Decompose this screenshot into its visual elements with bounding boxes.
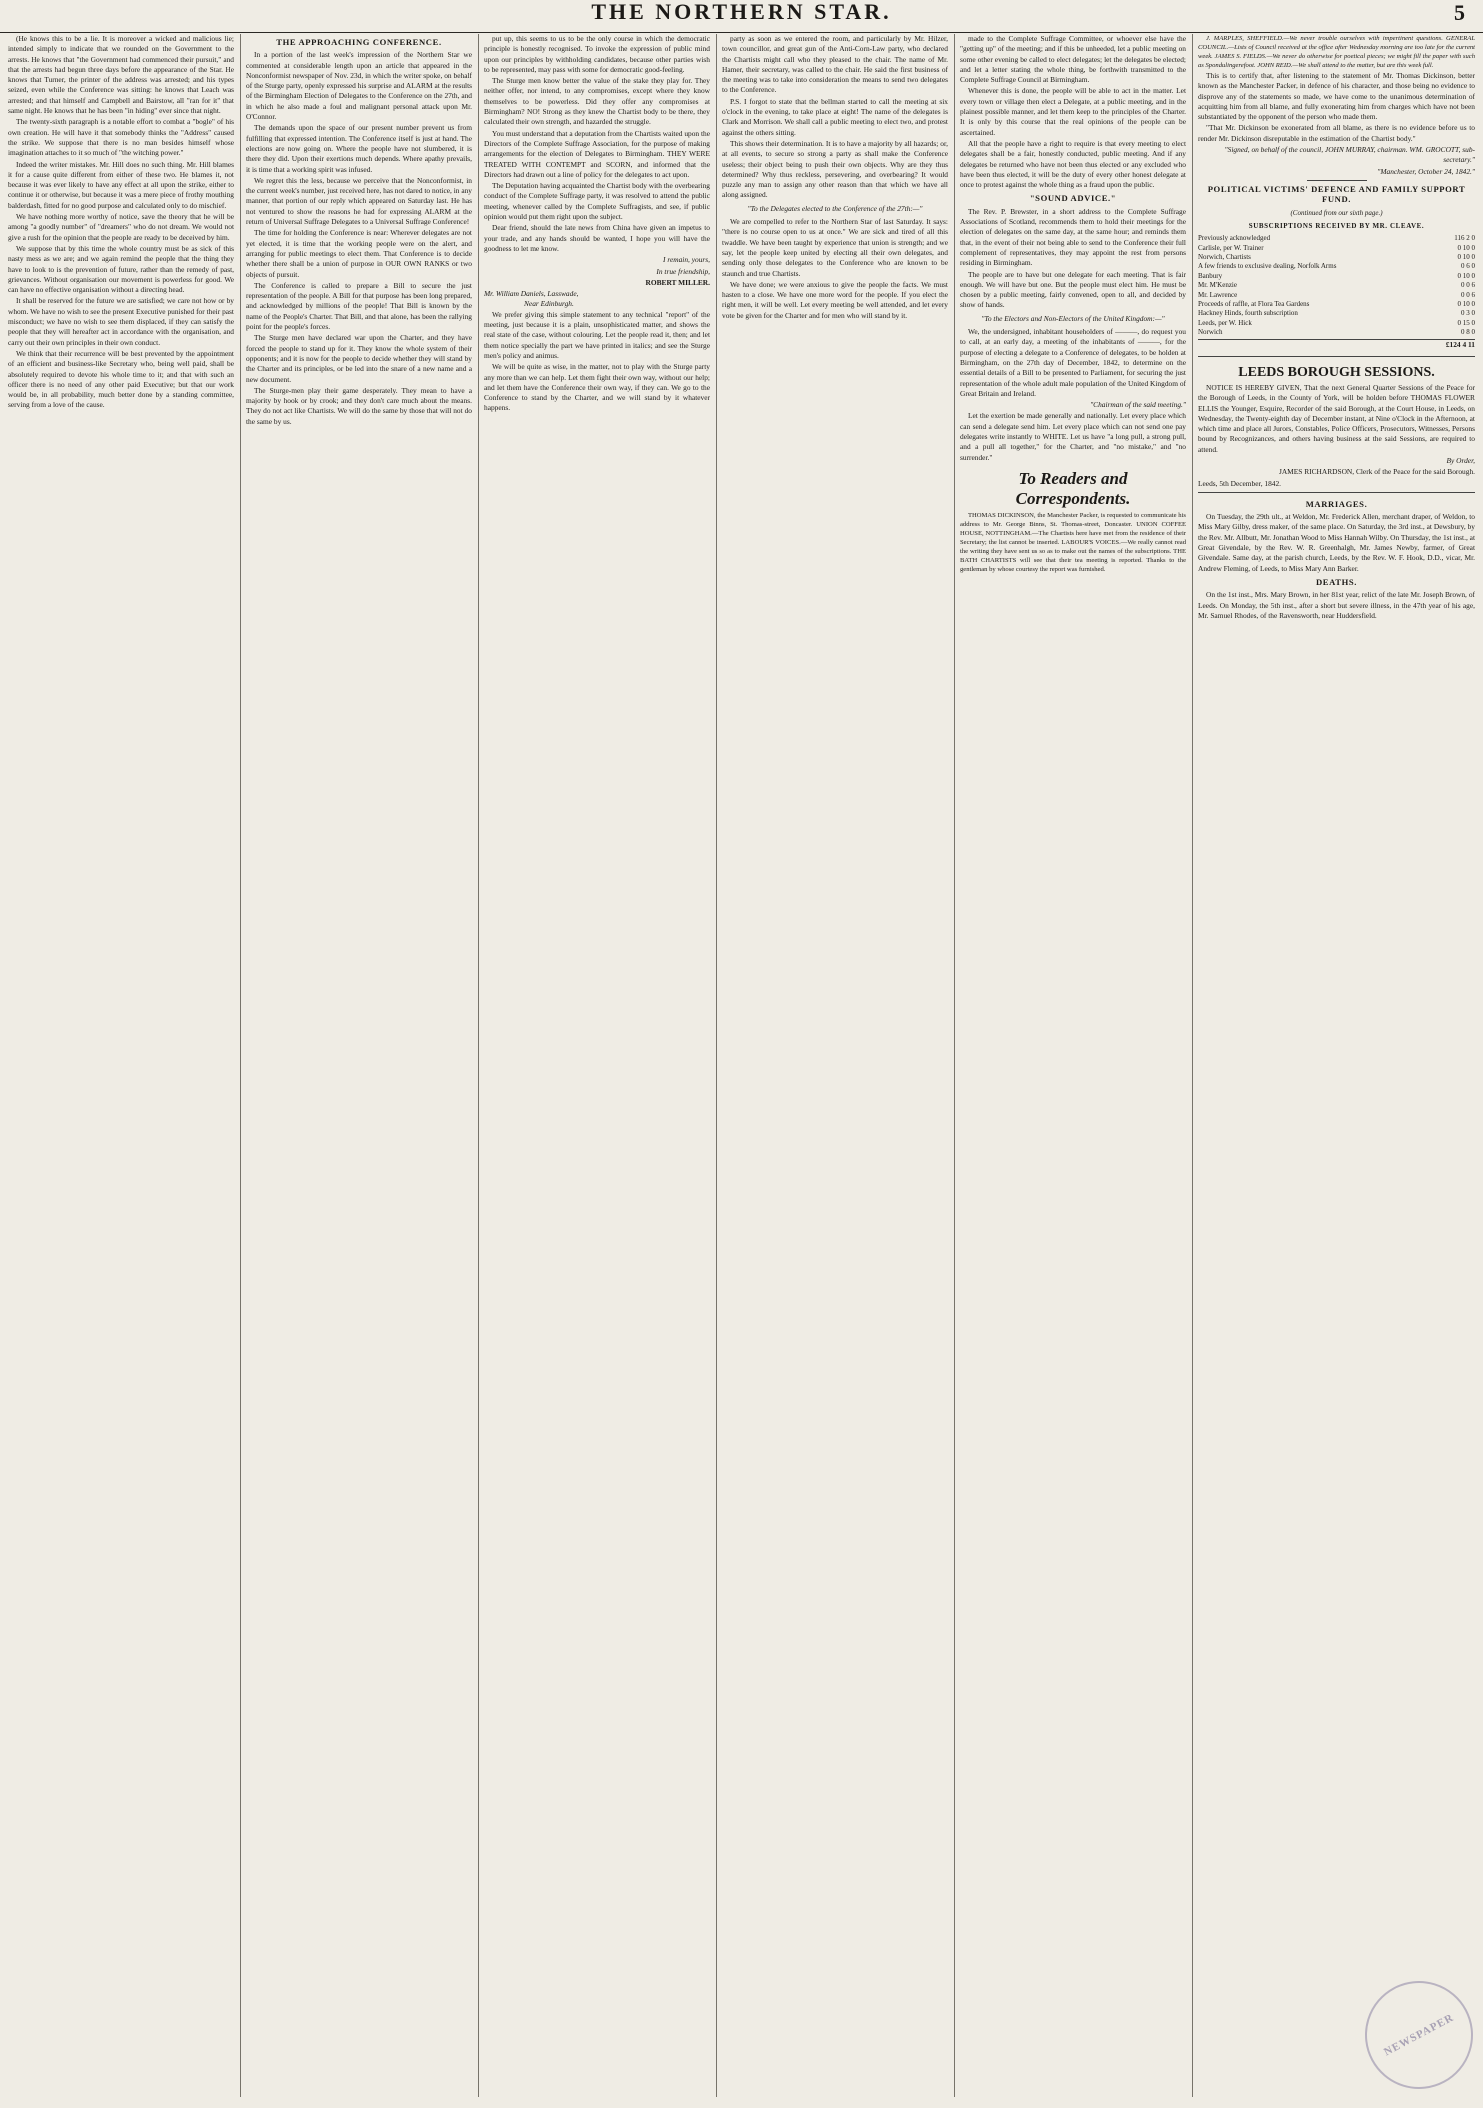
fund-subheading: (Continued from our sixth page.) <box>1290 208 1383 217</box>
subscription-amount: 0 3 0 <box>1461 309 1475 318</box>
subscription-name: Norwich, Chartists <box>1198 252 1251 261</box>
article-paragraph: The Sturge-men play their game desperately. They mean to have a majority by hook or by crook; and they don't care much about the means. They do not act like Chartists. We will do the same by those that will not do the same by us. <box>246 385 472 426</box>
leeds-date: Leeds, 5th December, 1842. <box>1198 478 1282 488</box>
newspaper-stamp: NEWSPAPER <box>1346 1962 1483 2108</box>
article-paragraph: put up, this seems to us to be the only course in which the democratic principle is honestly recognised. To invoke the expression of public mind upon our principles by withholding candidates, because other parties wish to be represented, may pass with some for democratic good-feeling. <box>484 34 710 74</box>
article-heading: THE APPROACHING CONFERENCE. <box>276 37 442 47</box>
marriages-heading: MARRIAGES. <box>1305 498 1368 509</box>
subscription-name: Proceeds of raffle, at Flora Tea Gardens <box>1198 300 1310 308</box>
column-1 <box>8 34 234 2099</box>
article-paragraph: The Conference is called to prepare a Bill to secure the just representation of the people. A Bill for that purpose has been long prepared, and acknowledged by millions of the people! That Bill is known by the name of the People's Charter. That Bill, and that alone, has been the rallying point for the people's forces. <box>246 280 472 332</box>
subscription-name: Previously acknowledged <box>1198 234 1271 243</box>
subscriptions-table <box>1198 234 1475 337</box>
article-paragraph: Let the exertion be made generally and nationally. Let every place which can send a delegate send him. Let every place which can not send one pay delegates write instantly to WHITE. Let us have "a long pull, a strong pull, and a pull all together," for the Charter, and "no mistake," and "no surrender." <box>960 411 1186 462</box>
correspondents-body: THOMAS DICKINSON, the Manchester Packer, is requested to communicate his address to Mr. George Binns, St. Thomas-street, Doncaster. UNION COFFEE HOUSE, NOTTINGHAM.—The Chartists here have met from the residence of their Secretary; the list cannot be inserted. LABOUR'S VOICES.—We really cannot read the writing they have sent us so as to make out the names of the subscriptions. THE BATH CHARTISTS will see that their tea meeting is reported. Thanks to the gentleman by whose courtesy the report was furnished. <box>960 511 1186 573</box>
letter-address: Mr. William Daniels, Lasswade, <box>484 289 579 299</box>
subscription-row <box>1198 281 1475 290</box>
column-4 <box>722 34 948 2099</box>
letter-address: Near Edinburgh. <box>524 299 574 309</box>
separator <box>1307 180 1367 181</box>
page-number: 5 <box>1454 0 1465 25</box>
article-paragraph: You must understand that a deputation from the Chartists waited upon the Directors of the Complete Suffrage Association, for the purpose of making arrangements for the election of Delegates to Birmingham. THEY WERE TREATED WITH CONTEMPT and SCORN, and informed that the Directors had drawn out a line of policy for the delegates to act upon. <box>484 128 710 179</box>
correspondents-heading: To Readers and Correspondents. <box>1015 468 1131 508</box>
subscription-amount: 0 15 0 <box>1457 318 1475 327</box>
leeds-heading: LEEDS BOROUGH SESSIONS. <box>1238 364 1435 380</box>
column-rule <box>716 34 717 2097</box>
subscription-name: Carlisle, per W. Trainer <box>1198 243 1264 252</box>
article-paragraph: This is to certify that, after listening to the statement of Mr. Thomas Dickinson, better known as the Manchester Packer, in defence of his character, and those being no evidence to disprove any of the statements so made, we have come to the unanimous determination of acquitting him from all blame, and fully exonerating him from charges which have not been substantiated by the opponent of the person who made them. <box>1198 71 1475 122</box>
article-paragraph: We are compelled to refer to the Northern Star of last Saturday. It says: "there is no course open to us at once." We are sick and tired of all this twaddle. We have been taught by experience that union is strength; and we say, let the people keep united by electing all their own delegates, and sending only those delegates to the Conference who are known to be staunch and true Chartists. <box>722 217 948 278</box>
marriages-text: On Tuesday, the 29th ult., at Weldon, Mr. Frederick Allen, merchant draper, of Weldon, to Miss Mary Gilby, dress maker, of the same place. On Saturday, the 3rd inst., at Dewsbury, by the Rev. Mr. Allbutt, Mr. Jonathan Wood to Miss Hannah Wilby. On Thursday, the 1st inst., at Great Givendale, by the Rev. W. R. Greenhalgh, Mr. James Newby, farmer, of Great Givendale. Same day, at the parish church, Leeds, by the Rev. W. F. Hook, D.D., vicar, Mr. Andrew Fleming, of Leeds, to Miss Mary Ann Barker. <box>1198 512 1475 573</box>
subscription-amount: 0 0 6 <box>1461 290 1475 299</box>
subscription-row <box>1198 291 1475 300</box>
article-paragraph: We have nothing more worthy of notice, save the theory that he will be among "a goodly number" of "dreamers" who do not dream. We would not give a rush for the opinion that the people are ready to be deceived by him. <box>8 212 234 242</box>
article-paragraph: Indeed the writer mistakes. Mr. Hill does no such thing. Mr. Hill blames it for a cause quite different from either of these two. He blames it, not because it was ever likely to have any effect at all upon the strike, either to continue it or otherwise, but because it was a mere piece of frothy mouthing balderdash, fitted for no good purpose and calculated only to do mischief. <box>8 159 234 210</box>
dateline: "Manchester, October 24, 1842." <box>1377 166 1475 176</box>
article-paragraph: party as soon as we entered the room, and particularly by Mr. Hilzer, town councillor, and great gun of the Anti-Corn-Law party, who declared the Chartists might call who they pleased to the chair. The name of Mr. Hamer, their secretary, was called to the chair. He said the first business of the meeting was to take into consideration the means to send two delegates to the Conference. <box>722 34 948 95</box>
article-subheading: "To the Delegates elected to the Conference of the 27th:—" <box>747 203 923 213</box>
subscriptions-heading: SUBSCRIPTIONS RECEIVED BY MR. CLEAVE. <box>1248 221 1425 230</box>
column-rule <box>954 34 955 2097</box>
article-paragraph: P.S. I forgot to state that the bellman started to call the meeting at six o'clock in the evening, to take place at eight! The name of the delegates is Clark and Morrison. We shall call a public meeting to elect two, and protest against the others sitting. <box>722 96 948 137</box>
article-paragraph: The Sturge men have declared war upon the Charter, and they have forced the people to stand up for it. They know the whole system of their opponents; and it is now for the people to decide whether they will stand by the Charter and its principles, or be led into the snare of a new name and a new document. <box>246 333 472 384</box>
article-paragraph: "That Mr. Dickinson be exonerated from all blame, as there is no evidence before us to render Mr. Dickinson disreputable in the estimation of the Chartist body." <box>1198 123 1475 143</box>
leeds-by-order: By Order, <box>1446 456 1475 465</box>
column-rule <box>1192 34 1193 2097</box>
article-paragraph: The time for holding the Conference is near: Wherever delegates are not yet elected, it is time that the working people were on the alert, and arranging for public meetings to elect them. That Conference is to decide whether there shall be a union of purpose in OUR OWN RANKS or two objects of pursuit. <box>246 228 472 279</box>
article-paragraph: This shows their determination. It is to have a majority by all hazards; or, at all events, to secure so strong a party as shall make the Conference useless; their object being to push their own objects. Why are they thus determined? Why thus reckless, persevering, and overbearing? It would puzzle any man to assign any other reason than that which we have all along assigned. <box>722 138 948 200</box>
subscription-amount: 0 10 0 <box>1457 252 1475 261</box>
deaths-text: On the 1st inst., Mrs. Mary Brown, in her 81st year, relict of the late Mr. Joseph Brown, of Leeds. On Monday, the 5th inst., after a short but severe illness, in the 47th year of his age, Mr. Samuel Rhodes, of the Ravensworth, near Huddersfield. <box>1198 590 1475 620</box>
subscription-row <box>1198 272 1475 281</box>
article-paragraph: The Rev. P. Brewster, in a short address to the Complete Suffrage Associations of Scotland, recommends them to hold their meetings for the election of delegates on the same day, at the same hour; and reminds them that, in the event of their not being able to send to the Conference their full complement of representatives, they may appoint the rest from persons residing in Birmingham. <box>960 206 1186 268</box>
article-paragraph: All that the people have a right to require is that every meeting to elect delegates shall be a fair, honestly conducted, public meeting. And if any delegates be returned who have not been thus elected or any excluded who have been thus elected, it will be the duty of every other honest delegate at once to protest against the whole thing as a fraud upon the public. <box>960 138 1186 190</box>
subscription-row <box>1198 262 1475 271</box>
newspaper-title: THE NORTHERN STAR. <box>591 0 892 24</box>
signed-block: "Signed, on behalf of the council, JOHN MURRAY, chairman. WM. GROCOTT, sub-secretary." <box>1224 145 1475 165</box>
article-paragraph: Dear friend, should the late news from China have given an impetus to your trade, and any hands should be wanted, I hope you will have the goodness to let me know. <box>484 223 710 253</box>
subscription-amount: 0 0 6 <box>1461 281 1475 290</box>
article-paragraph: The twenty-sixth paragraph is a notable effort to combat a "bogle" of his own creation. He will have it that somebody thinks the "Address" caused the strike. We suppose that there is no man besides himself whose imagination attaches to it so much of "the witching power." <box>8 117 234 158</box>
column-3 <box>484 34 710 2099</box>
article-paragraph: made to the Complete Suffrage Committee, or whoever else have the "getting up" of the meeting; and if this be unheeded, let a public meeting on some other evening be called to elect delegates; let the delegates be elected; and let a letter stating the whole thing, be forthwith transmitted to the Complete Suffrage Council at Birmingham. <box>960 34 1186 85</box>
article-paragraph: The people are to have but one delegate for each meeting. That is fair enough. We will have but one. But the people must elect him. He must be chosen by a public meeting, fairly convened, open to all, and decided by show of hands. <box>960 269 1186 310</box>
article-paragraph: We have done; we were anxious to give the people the facts. We must hasten to a close. We have one more word for the people. If you elect the right men, it will be well. Let every meeting be well attended, and let every vote be given for the Charter and for men who will stand by it. <box>722 279 948 320</box>
article-paragraph: We regret this the less, because we perceive that the Nonconformist, in the current week's number, just received here, has not dared to notice, in any manner, that portion of our reply which appeared on Saturday last. He has not ventured to show the reasons he had for expressing ALARM at the return of Universal Suffrage Delegates to a Universal Suffrage Conference! <box>246 175 472 227</box>
article-paragraph: It shall be reserved for the future we are satisfied; we care not how or by whom. We have no wish to see the present Executive punished for their past misconduct; we have no wish to see them displaced, if they can satisfy the people that they will hereafter act in accordance with the organisation, and carry out their own principles in their own conduct. <box>8 296 234 347</box>
subscription-amount: 0 8 0 <box>1461 328 1475 337</box>
subscription-row <box>1198 309 1475 318</box>
masthead <box>0 0 1483 33</box>
subscription-row <box>1198 319 1475 328</box>
letter-closing: I remain, yours, <box>663 255 710 265</box>
article-paragraph: The Deputation having acquainted the Chartist body with the overbearing conduct of the Complete Suffrage party, it was resolved to attend the public meeting, whenever called by the Complete Suffragists, and see, if public opinion would put them right upon the subject. <box>484 181 710 222</box>
subscription-row <box>1198 253 1475 262</box>
fund-heading: POLITICAL VICTIMS' DEFENCE AND FAMILY SUPPORT FUND. <box>1207 183 1466 205</box>
article-paragraph: The demands upon the space of our present number prevent us from fulfilling that expressed intention. The Conference itself is just at hand. The elections are now going on. Where the people have not slumbered, it is there they did. Upon their exertions much depends. Where apathy prevails, it is time that a working spirit was infused. <box>246 123 472 174</box>
notice-body: We, the undersigned, inhabitant householders of ———, do request you to call, at an early day, a meeting of the inhabitants of ———, for the purpose of electing a delegate to a Conference of delegates, to be holden at Birmingham, on the 27th day of December, 1842, to determine on the essential details of a Bill to be presented to Parliament, for securing the just representation of the whole adult male population of the United Kingdom of Great Britain and Ireland. <box>960 327 1186 398</box>
notice-title: "To the Electors and Non-Electors of the United Kingdom:—" <box>981 313 1165 323</box>
subscription-row <box>1198 244 1475 253</box>
column-6 <box>1198 34 1475 2099</box>
subscriptions-total: £124 4 11 <box>1198 339 1475 350</box>
article-heading: "SOUND ADVICE." <box>1029 193 1117 204</box>
subscription-name: Mr. M'Kenzie <box>1198 281 1237 290</box>
article-paragraph: (He knows this to be a lie. It is moreover a wicked and malicious lie; intended simply to indicate that we rounded on the Government to the arrests. He knows that "the Government had commenced their pursuit," and that the arrests had begun three days before the appearance of the Star. He knows that Turner, the printer of the address was arrested; and his types seized, even while the Conference was sitting: he knows that Leach was arrested; and that himself and Campbell and Bairstow, all "ran for it" that same night. He knows that he has been "in hiding" ever since that night. <box>8 34 234 116</box>
deaths-heading: DEATHS. <box>1315 576 1358 587</box>
column-rule <box>240 34 241 2097</box>
subscription-name: Mr. Lawrence <box>1198 290 1238 299</box>
column-rule <box>478 34 479 2097</box>
subscription-amount: 0 10 0 <box>1457 243 1475 252</box>
subscription-name: Hackney Hinds, fourth subscription <box>1198 309 1298 318</box>
subscription-amount: 0 10 0 <box>1457 300 1475 308</box>
subscription-amount: 116 2 0 <box>1454 234 1475 243</box>
subscription-name: Leeds, per W. Hick <box>1198 318 1252 327</box>
article-paragraph: We suppose that by this time the whole country must be as sick of this nasty mess as we are; and we again remind the people that the thing they have to look to is the prevention of future, rather than the remedy of past, grievances. Without organisation our movement is powerless for good. We can have no effective organisation without a directing head. <box>8 243 234 295</box>
subscription-amount: 0 10 0 <box>1457 271 1475 280</box>
letter-signature: ROBERT MILLER. <box>645 277 710 287</box>
subscription-row <box>1198 300 1475 309</box>
article-paragraph: We will be quite as wise, in the matter, not to play with the Sturge party any more than we can help. Let them fight their own way, without our help; and let them have the Conference their own way, if they can. We go to the Conference to stand by the Charter, and we will stand by it whatever happens. <box>484 362 710 413</box>
subscription-name: Norwich <box>1198 328 1223 337</box>
leeds-clerk: JAMES RICHARDSON, Clerk of the Peace for the said Borough. <box>1278 467 1475 477</box>
leeds-notice-block <box>1198 356 1475 493</box>
subscription-name: A few friends to exclusive dealing, Norfolk Arms <box>1198 262 1337 271</box>
correspondents-continued: J. MARPLES, SHEFFIELD.—We never trouble ourselves with impertinent questions. GENERAL COUNCIL.—Lists of Council received at the office after Wednesday morning are too late for the current week. JAMES S. FIELDS.—We never do otherwise for poetical pieces; we might fill the paper with such as Spondulingerefoot. JOHN REID.—We shall attend to the matter, but are this week full. <box>1198 35 1475 69</box>
leeds-notice: NOTICE IS HEREBY GIVEN, That the next General Quarter Sessions of the Peace for the Borough of Leeds, in the County of York, will be holden before THOMAS FLOWER ELLIS the Younger, Esquire, Recorder of the said Borough, at the Court House, in Leeds, on Wednesday, the Twenty-eighth day of December instant, at Nine o'Clock in the Afternoon, at which time and place all Jurors, Constables, Police Officers, Prosecutors, Witnesses, Persons bound by Recognizances, and others having business at the said Sessions, are required to attend. <box>1198 382 1475 454</box>
column-2 <box>246 34 472 2099</box>
subscription-amount: 0 6 0 <box>1461 262 1475 271</box>
article-paragraph: We prefer giving this simple statement to any technical "report" of the meeting, just because it is a plain, unsophisticated matter, and shows the real state of the case, without colouring. Let the people read it, then; and let them notice specially the part we have printed in italics; and see the Sturge men's policy and animus. <box>484 309 710 360</box>
subscription-row <box>1198 234 1475 243</box>
notice-chairman: "Chairman of the said meeting." <box>1090 400 1186 410</box>
subscription-name: Banbury <box>1198 271 1223 280</box>
subscription-row <box>1198 328 1475 337</box>
column-5 <box>960 34 1186 2099</box>
article-paragraph: The Sturge men know better the value of the stake they play for. They neither offer, nor intend, to any compromises, except where they know themselves to be powerless. Did they offer any compromises at Birmingham? NO! Strong as they knew the Chartist body to be there, they calculated their own strength, and hazarded the struggle. <box>484 76 710 127</box>
letter-closing: In true friendship, <box>656 266 710 276</box>
article-paragraph: Whenever this is done, the people will be able to act in the matter. Let every town or village then elect a Delegate, at a public meeting, and in the plainest possible manner, and let them keep to the principles of the Charter. It is only by this course that the real opinions of the people can be ascertained. <box>960 86 1186 137</box>
article-paragraph: In a portion of the last week's impression of the Northern Star we commented at considerable length upon an article that appeared in the Nonconformist newspaper of Nov. 23d, in which the writer spoke, on behalf of the Sturge party, openly expressed his surprise and ALARM at the results of the Birmingham Election of Delegates to the Conference on the 27th, and in which he also made a foul and malignant personal attack upon Mr. O'Connor. <box>246 50 472 122</box>
article-paragraph: We think that their recurrence will be best prevented by the appointment of an efficient and business-like Secretary who, being well paid, shall be absolutely required to devote his whole time to it; and that with such an officer there is no need of any other paid Executive; but that our work would be, in all probability, much better done by a standing committee, serving from a love of the cause. <box>8 348 234 410</box>
